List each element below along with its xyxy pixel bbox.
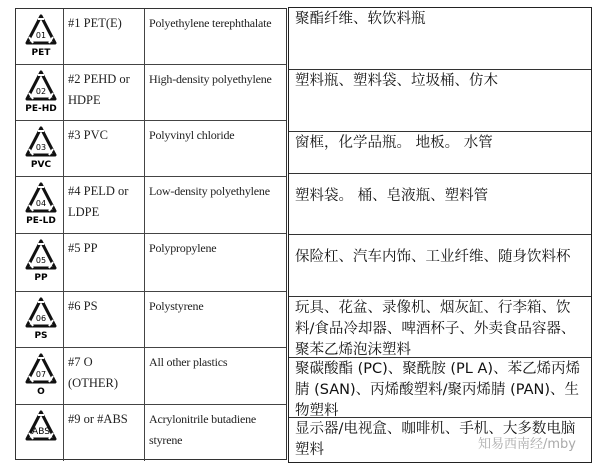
svg-text:PP: PP bbox=[34, 273, 48, 283]
svg-text:PVC: PVC bbox=[30, 160, 52, 170]
plastic-name: Polyethylene terephthalate bbox=[149, 16, 272, 30]
table-row bbox=[16, 405, 286, 461]
resin-code-label: #9 or #ABS bbox=[64, 405, 145, 461]
table-row bbox=[16, 65, 286, 121]
recycle-triangle-icon bbox=[24, 13, 58, 59]
svg-text:06: 06 bbox=[35, 314, 47, 323]
svg-text:PET: PET bbox=[31, 48, 51, 58]
uses-cell: 窗框，化学品瓶。 地板。 水管 bbox=[289, 132, 591, 174]
plastic-name: Acrylonitrile butadiene styrene bbox=[149, 412, 257, 447]
uses-cell: 保险杠、汽车内饰、工业纤维、随身饮料杯 bbox=[289, 235, 591, 297]
resin-code-label: #6 PS bbox=[64, 292, 145, 347]
recycle-symbol-cell bbox=[16, 405, 64, 461]
recycle-symbol-cell bbox=[16, 121, 64, 176]
svg-text:O: O bbox=[37, 387, 45, 397]
recycle-triangle-icon bbox=[24, 69, 58, 115]
uses-cell: 塑料袋。 桶、皂液瓶、塑料管 bbox=[289, 174, 591, 235]
table-row bbox=[16, 348, 286, 405]
uses-cell: 显示器/电视盒、咖啡机、手机、大多数电脑塑料 bbox=[295, 421, 576, 458]
plastic-uses-table bbox=[288, 7, 592, 463]
plastic-name: Polystyrene bbox=[149, 299, 204, 313]
svg-text:02: 02 bbox=[35, 87, 47, 96]
recycle-triangle-icon bbox=[24, 181, 58, 227]
table-row bbox=[16, 292, 286, 348]
plastic-name: High-density polyethylene bbox=[149, 72, 272, 86]
svg-text:03: 03 bbox=[35, 143, 47, 152]
uses-cell: 塑料瓶、塑料袋、垃圾桶、仿木 bbox=[289, 70, 591, 132]
plastic-codes-table bbox=[15, 8, 287, 460]
resin-code-label: #4 PELD or LDPE bbox=[64, 177, 145, 233]
recycle-triangle-icon bbox=[24, 352, 58, 398]
resin-code-label: #1 PET(E) bbox=[64, 9, 145, 64]
recycle-symbol-cell bbox=[16, 234, 64, 291]
svg-text:PE-LD: PE-LD bbox=[26, 216, 56, 226]
svg-text:01: 01 bbox=[35, 31, 47, 40]
resin-code-label: #7 O (OTHER) bbox=[64, 348, 145, 404]
recycle-symbol-cell bbox=[16, 9, 64, 64]
svg-text:04: 04 bbox=[35, 199, 47, 208]
recycle-symbol-cell bbox=[16, 292, 64, 347]
svg-text:PE-HD: PE-HD bbox=[25, 104, 57, 114]
plastic-name: All other plastics bbox=[149, 355, 228, 369]
svg-text:PS: PS bbox=[34, 331, 48, 341]
table-row bbox=[16, 121, 286, 177]
recycle-triangle-icon bbox=[24, 296, 58, 342]
plastic-name: Low-density polyethylene bbox=[149, 184, 270, 198]
recycle-triangle-icon bbox=[24, 409, 58, 455]
resin-code-label: #3 PVC bbox=[64, 121, 145, 176]
plastic-name: Polyvinyl chloride bbox=[149, 128, 235, 142]
svg-text:05: 05 bbox=[35, 256, 47, 265]
table-row bbox=[16, 234, 286, 292]
table-row bbox=[16, 9, 286, 65]
recycle-symbol-cell bbox=[16, 65, 64, 120]
recycle-triangle-icon bbox=[24, 125, 58, 171]
uses-cell: 聚酯纤维、软饮料瓶 bbox=[289, 8, 591, 70]
watermark: 知易西南经/mby bbox=[478, 437, 576, 452]
recycle-symbol-cell bbox=[16, 177, 64, 233]
resin-code-label: #5 PP bbox=[64, 234, 145, 291]
uses-cell: 聚碳酸酯 (PC)、聚酰胺 (PL A)、苯乙烯丙烯腈 (SAN)、丙烯酸塑料/聚丙烯腈 (PAN)、生物塑料 bbox=[289, 358, 591, 418]
recycle-triangle-icon bbox=[24, 238, 58, 284]
plastic-name: Polypropylene bbox=[149, 241, 217, 255]
svg-text:ABS: ABS bbox=[32, 427, 50, 437]
uses-cell: 玩具、花盆、录像机、烟灰缸、行李箱、饮料/食品冷却器、啤酒杯子、外卖食品容器、聚苯乙烯泡沫塑料 bbox=[289, 297, 591, 358]
resin-code-label: #2 PEHD or HDPE bbox=[64, 65, 145, 120]
table-row bbox=[16, 177, 286, 234]
svg-text:07: 07 bbox=[35, 370, 47, 379]
recycle-symbol-cell bbox=[16, 348, 64, 404]
